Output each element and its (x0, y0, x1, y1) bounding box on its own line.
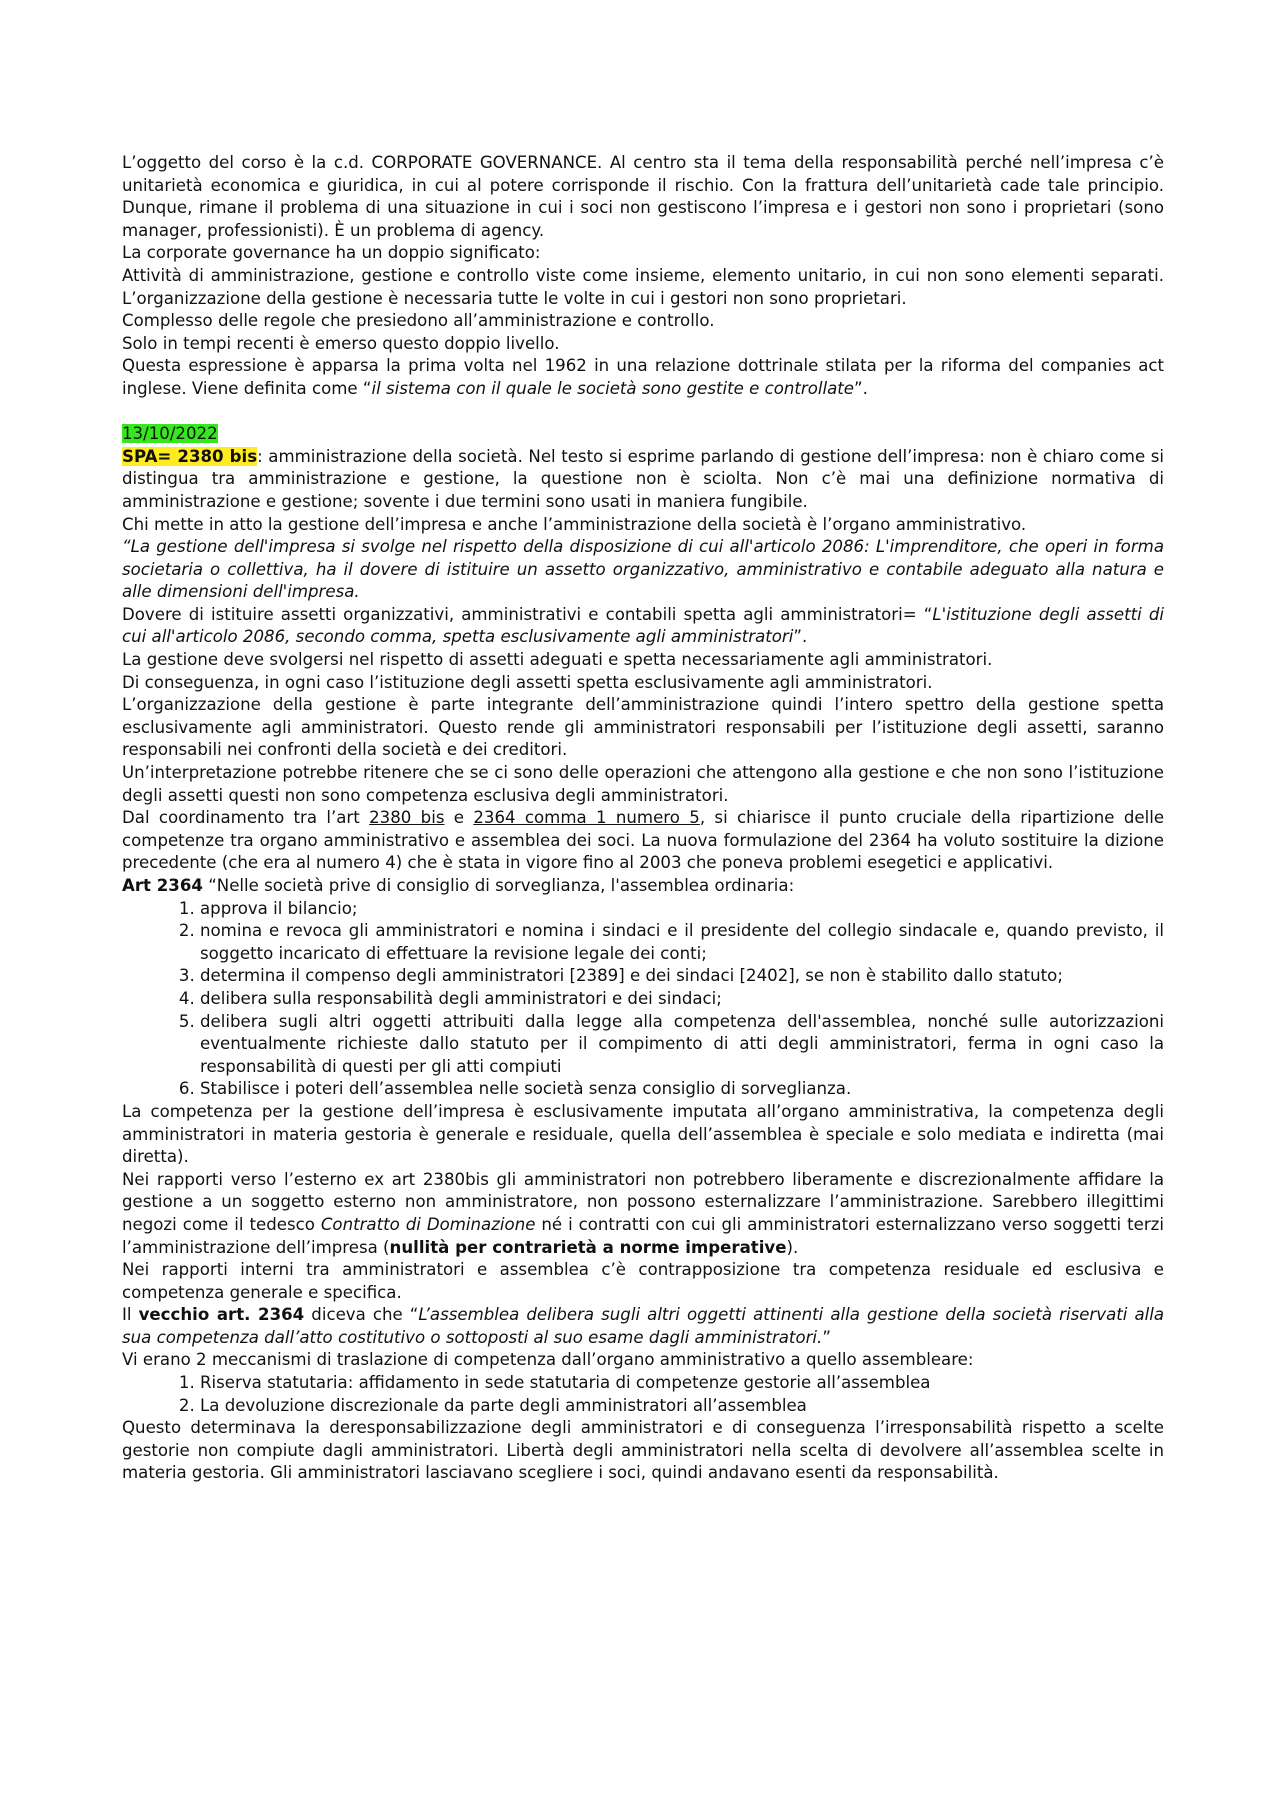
body-paragraph: Di conseguenza, in ogni caso l’istituzione degli assetti spetta esclusivamente agli amministratori. (122, 672, 933, 692)
body-paragraph: Nei rapporti verso l’esterno ex art 2380bis gli amministratori non potrebbero liberamente e discrezionalmente affidare la gestione a un soggetto esterno non amministratore, non possono esternalizzare l’amministrazione. Sarebbero illegittimi negozi come il tedesco Contratto di Dominazione né i contratti con cui gli amministratori esternalizzano verso soggetti terzi l’amministrazione dell’impresa (nullità per contrarietà a norme imperative). (122, 1169, 1164, 1257)
article-link[interactable]: 2364 comma 1 numero 5 (473, 808, 700, 828)
body-paragraph: Il vecchio art. 2364 diceva che “L’assemblea delibera sugli altri oggetti attinenti alla gestione della società riservati alla sua competenza dall’atto costitutivo o sottoposti al suo esame dagli amministratori.” (122, 1305, 1164, 1347)
intro-paragraph: Attività di amministrazione, gestione e controllo viste come insieme, elemento unitario, in cui non sono elementi separati. L’organizzazione della gestione è necessaria tutte le volte in cui i gestori non sono proprietari. (122, 265, 1164, 308)
definition-quote: il sistema con il quale le società sono gestite e controllate (371, 378, 854, 398)
article-link[interactable]: 2380 bis (369, 808, 445, 828)
body-paragraph: Nei rapporti interni tra amministratori e assemblea c’è contrapposizione tra competenza residuale ed esclusiva e competenza generale e specifica. (122, 1260, 1164, 1302)
body-paragraph: Dal coordinamento tra l’art 2380 bis e 2364 comma 1 numero 5, si chiarisce il punto cruciale della ripartizione delle competenze tra organo amministrativo e assemblea dei soci. La nuova formulazione del 2364 ha voluto sostituire la dizione precedente (che era al numero 4) che è stata in vigore fino al 2003 che poneva problemi esegetici e applicativi. (122, 808, 1165, 873)
body-paragraph: Chi mette in atto la gestione dell’impresa e anche l’amministrazione della società è l’organo amministrativo. (122, 514, 1027, 534)
intro-paragraph: L’oggetto del corso è la c.d. CORPORATE GOVERNANCE. Al centro sta il tema della responsabilità perché nell’impresa c’è unitarietà economica e giuridica, in cui al potere corrisponde il rischio. Con la frattura dell’unitarietà cade tale principio. Dunque, rimane il problema di una situazione in cui i soci non gestiscono l’impresa e i gestori non sono i proprietari (sono manager, professionisti). È un problema di agency. (122, 153, 1164, 240)
lesson-date (122, 423, 1164, 446)
spacer (122, 401, 1164, 424)
mechanisms-list (122, 1372, 1164, 1417)
document-page (122, 152, 1164, 1485)
list-item: 5. delibera sugli altri oggetti attribuiti dalla legge alla competenza dell'assemblea, nonché sulle autorizzazioni eventualmente richieste dallo statuto per il compimento di atti degli amministratori, ferma in ogni caso la responsabilità di questi per gli atti compiuti (200, 1011, 1164, 1079)
list-item: 3. determina il compenso degli amministratori [2389] e dei sindaci [2402], se non è stabilito dallo statuto; (200, 965, 1164, 988)
article-heading: Art 2364 “Nelle società prive di consiglio di sorveglianza, l'assemblea ordinaria: (122, 876, 795, 895)
body-paragraph: La competenza per la gestione dell’impresa è esclusivamente imputata all’organo amministrativa, la competenza degli amministratori in materia gestoria è generale e residuale, quella dell’assemblea è speciale e solo mediata e indiretta (mai diretta). (122, 1101, 1164, 1167)
body-paragraph: Questo determinava la deresponsabilizzazione degli amministratori e di conseguenza l’irresponsabilità rispetto a scelte gestorie non compiute dagli amministratori. Libertà degli amministratori nella scelta di devolvere all’assemblea scelte in materia gestoria. Gli amministratori lasciavano scegliere i soci, quindi andavano esenti da responsabilità. (122, 1418, 1164, 1483)
list-item: 2. La devoluzione discrezionale da parte degli amministratori all’assemblea (200, 1395, 1164, 1418)
list-item: 2. nomina e revoca gli amministratori e nomina i sindaci e il presidente del collegio sindacale e, quando previsto, il soggetto incaricato di effettuare la revisione legale dei conti; (200, 920, 1164, 965)
list-item: 6. Stabilisce i poteri dell’assemblea nelle società senza consiglio di sorveglianza. (200, 1078, 1164, 1101)
body-paragraph: Vi erano 2 meccanismi di traslazione di competenza dall’organo amministrativo a quello assembleare: (122, 1350, 974, 1370)
body-paragraph: Un’interpretazione potrebbe ritenere che se ci sono delle operazioni che attengono alla gestione e che non sono l’istituzione degli assetti questi non sono competenza esclusiva degli amministratori. (122, 763, 1164, 805)
body-paragraph: L’organizzazione della gestione è parte integrante dell’amministrazione quindi l’intero spettro della gestione spetta esclusivamente agli amministratori. Questo rende gli amministratori responsabili per l’istituzione degli assetti, saranno responsabili nei confronti della società e dei creditori. (122, 695, 1164, 760)
list-item: 1. approva il bilancio; (200, 898, 1164, 921)
quote-paragraph: “La gestione dell'impresa si svolge nel rispetto della disposizione di cui all'articolo 2086: L'imprenditore, che operi in forma societaria o collettiva, ha il dovere di istituire un assetto organizzativo, amministrativo e contabile adeguato alla natura e alle dimensioni dell'impresa. (122, 537, 1164, 602)
article-items-list (122, 898, 1164, 1101)
spa-paragraph: SPA= 2380 bis: amministrazione della società. Nel testo si esprime parlando di gestione dell’impresa: non è chiaro come si distingua tra amministrazione e gestione, la questione non è sciolta. Non c’è mai una definizione normativa di amministrazione e gestione; sovente i due termini sono usati in maniera fungibile. (122, 446, 1164, 511)
spa-highlight: SPA= 2380 bis (122, 446, 258, 466)
intro-paragraph: Complesso delle regole che presiedono all’amministrazione e controllo. (122, 311, 715, 331)
intro-paragraph: Questa espressione è apparsa la prima volta nel 1962 in una relazione dottrinale stilata per la riforma del companies act inglese. Viene definita come “il sistema con il quale le società sono gestite e controllate”. (122, 356, 1164, 398)
intro-paragraph: La corporate governance ha un doppio significato: (122, 243, 541, 263)
body-paragraph: Dovere di istituire assetti organizzativi, amministrativi e contabili spetta agli amministratori= “L'istituzione degli assetti di cui all'articolo 2086, secondo comma, spetta esclusivamente agli amministratori”. (122, 604, 1164, 647)
date-highlight: 13/10/2022 (122, 424, 218, 444)
list-item: 1. Riserva statutaria: affidamento in sede statutaria di competenze gestorie all’assemblea (200, 1372, 1164, 1395)
list-item: 4. delibera sulla responsabilità degli amministratori e dei sindaci; (200, 988, 1164, 1011)
intro-paragraph: Solo in tempi recenti è emerso questo doppio livello. (122, 333, 560, 353)
body-paragraph: La gestione deve svolgersi nel rispetto di assetti adeguati e spetta necessariamente agli amministratori. (122, 650, 993, 670)
